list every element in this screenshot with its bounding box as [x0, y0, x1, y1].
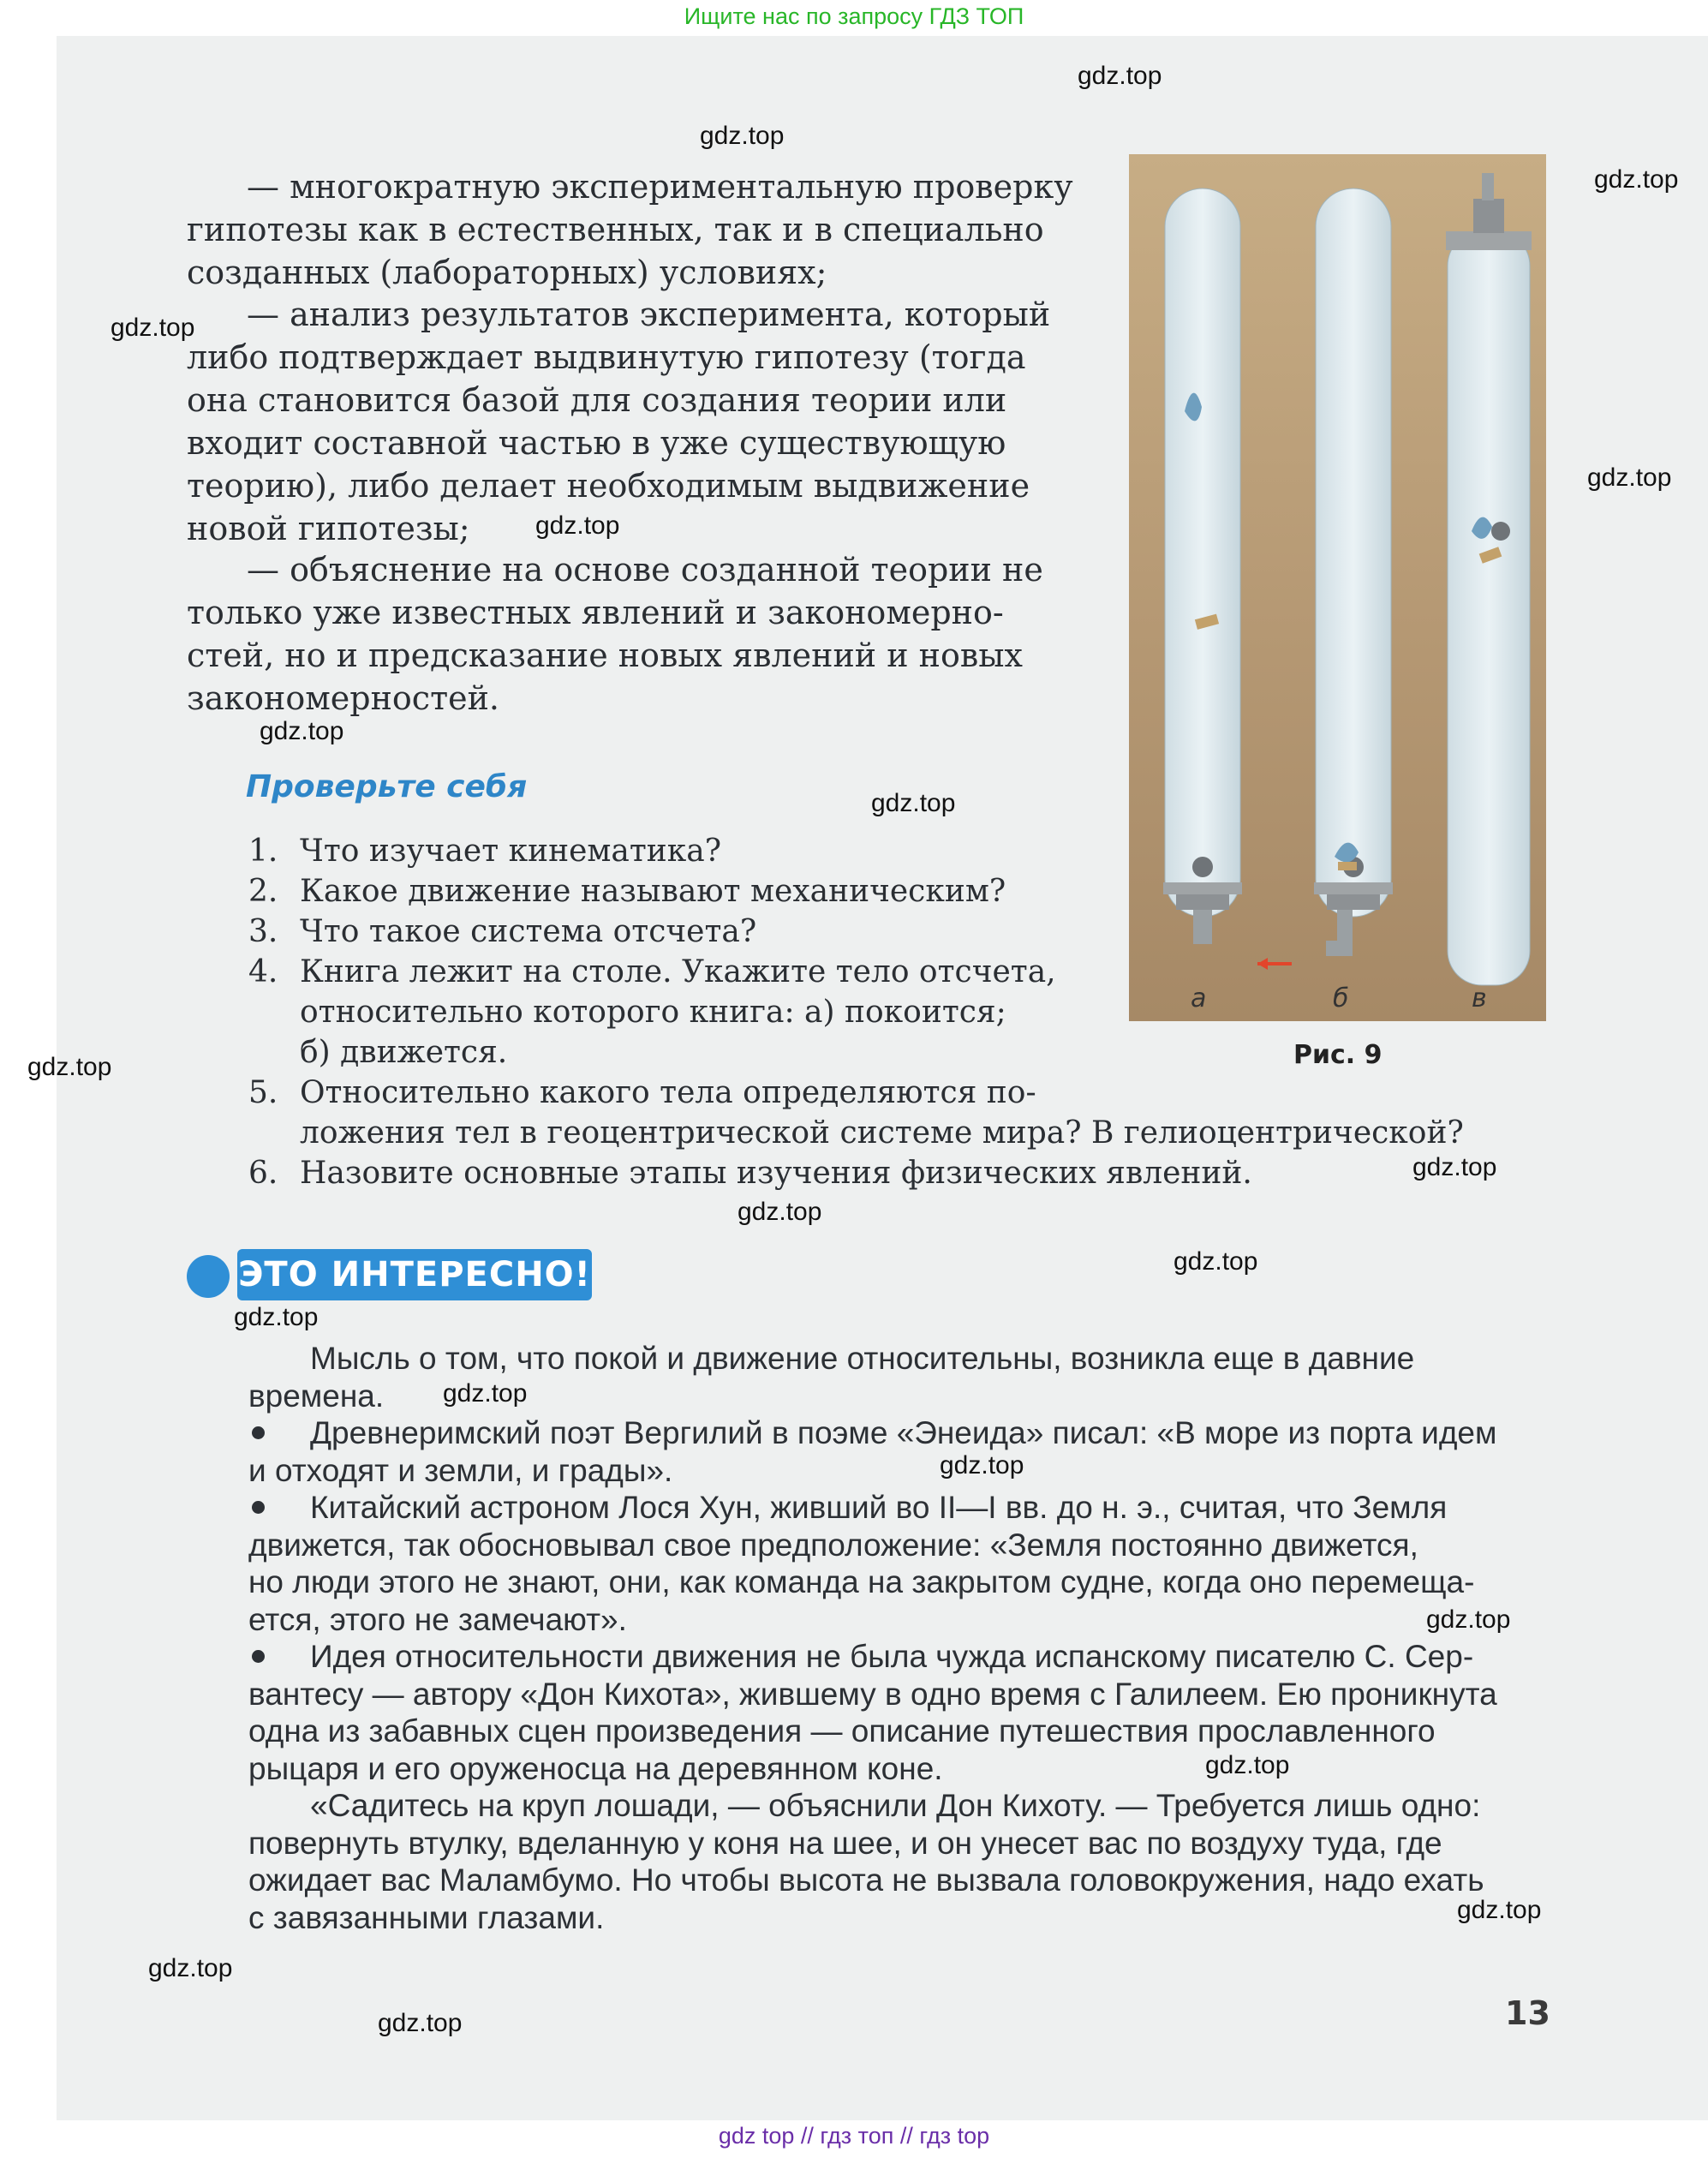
- bottom-link-banner[interactable]: gdz top // гдз топ // гдз top: [718, 2123, 990, 2149]
- watermark: gdz.top: [1594, 165, 1679, 194]
- text-line: ожидает вас Маламбумо. Но чтобы высота не вызвала головокружения, надо ехать: [248, 1862, 1484, 1898]
- question-number: 6.: [248, 1156, 278, 1191]
- intro-paragraph-2: [187, 293, 1078, 550]
- question-number: 1.: [248, 834, 278, 869]
- watermark: gdz.top: [27, 1053, 112, 1081]
- text-line: она становится базой для создания теории или: [187, 381, 1007, 419]
- question-text: ложения тел в геоцентрической системе мира? В гелиоцентрической?: [300, 1115, 1464, 1151]
- top-search-banner: Ищите нас по запросу ГДЗ ТОП: [684, 3, 1024, 29]
- text-line: созданных (лабораторных) условиях;: [187, 254, 827, 291]
- watermark: gdz.top: [378, 2009, 463, 2037]
- question-text: Книга лежит на столе. Укажите тело отсчета,: [300, 954, 1056, 989]
- text-line: только уже известных явлений и закономерно-: [187, 594, 1004, 631]
- watermark: gdz.top: [1457, 1896, 1542, 1924]
- question-number: 3.: [248, 914, 278, 949]
- interesting-bullet-1: [248, 1414, 1549, 1489]
- watermark: gdz.top: [1078, 62, 1162, 90]
- text-line: Мысль о том, что покой и движение относительны, возникла еще в давние: [310, 1341, 1415, 1376]
- text-line: новой гипотезы;: [187, 510, 470, 547]
- text-line: либо подтверждает выдвинутую гипотезу (тогда: [187, 338, 1026, 376]
- figure-caption: Рис. 9: [1293, 1040, 1383, 1070]
- watermark: gdz.top: [110, 314, 195, 342]
- text-line: движется, так обосновывал свое предположение: «Земля постоянно движется,: [248, 1527, 1418, 1563]
- page-number: 13: [1505, 1994, 1550, 2032]
- text-line: входит составной частью в уже существующую: [187, 424, 1006, 462]
- question-text: Относительно какого тела определяются по-: [300, 1075, 1036, 1110]
- text-line: стей, но и предсказание новых явлений и новых: [187, 637, 1023, 674]
- check-yourself-title: Проверьте себя: [246, 769, 528, 804]
- question-text: Что изучает кинематика?: [300, 834, 722, 869]
- text-line: теорию), либо делает необходимым выдвижение: [187, 467, 1030, 505]
- watermark: gdz.top: [1587, 463, 1672, 492]
- text-line: вантесу — автору «Дон Кихота», жившему в одно время с Галилеем. Ею проникнута: [248, 1676, 1497, 1712]
- text-line: Китайский астроном Лося Хун, живший во II—I вв. до н. э., считая, что Земля: [310, 1490, 1448, 1525]
- watermark: gdz.top: [700, 122, 785, 150]
- question-text: Какое движение называют механическим?: [300, 874, 1006, 909]
- watermark: gdz.top: [443, 1379, 528, 1408]
- text-line: — многократную экспериментальную проверку: [247, 168, 1073, 206]
- figure-tubes: [1129, 154, 1546, 1021]
- question-text: Что такое система отсчета?: [300, 914, 757, 949]
- tubes-illustration: [1129, 154, 1546, 1021]
- text-line: Древнеримский поэт Вергилий в поэме «Энеида» писал: «В море из порта идем: [310, 1415, 1497, 1450]
- text-line: с завязанными глазами.: [248, 1899, 605, 1935]
- question-number: 2.: [248, 874, 278, 909]
- figure-label-a: а: [1191, 983, 1207, 1013]
- section-marker-icon: [187, 1255, 230, 1298]
- question-number: 5.: [248, 1075, 278, 1110]
- watermark: gdz.top: [148, 1954, 233, 1982]
- question-text: б) движется.: [300, 1035, 508, 1070]
- figure-label-v: в: [1472, 983, 1487, 1013]
- watermark: gdz.top: [1205, 1751, 1290, 1779]
- question-number: 4.: [248, 954, 278, 989]
- text-line: гипотезы как в естественных, так и в специально: [187, 211, 1044, 248]
- watermark: gdz.top: [940, 1451, 1024, 1480]
- interesting-bullet-2: [248, 1489, 1549, 1638]
- text-line: закономерностей.: [187, 679, 499, 717]
- text-line: — анализ результатов эксперимента, который: [247, 296, 1051, 333]
- text-line: «Садитесь на круп лошади, — объяснили Дон Кихоту. — Требуется лишь одно:: [310, 1788, 1481, 1823]
- watermark: gdz.top: [234, 1303, 319, 1331]
- watermark: gdz.top: [1426, 1605, 1511, 1634]
- don-quixote-quote: [248, 1787, 1549, 1936]
- watermark: gdz.top: [738, 1198, 822, 1226]
- text-line: — объяснение на основе созданной теории не: [247, 551, 1043, 589]
- intro-paragraph-1: [187, 165, 1078, 294]
- watermark: gdz.top: [535, 511, 620, 540]
- text-line: повернуть втулку, вделанную у коня на шее, и он унесет вас по воздуху туда, где: [248, 1825, 1442, 1861]
- interesting-bullet-3: [248, 1638, 1549, 1787]
- interesting-banner: ЭТО ИНТЕРЕСНО!: [237, 1249, 592, 1300]
- question-text: относительно которого книга: а) покоится;: [300, 995, 1006, 1030]
- text-line: Идея относительности движения не была чужда испанскому писателю С. Сер-: [310, 1639, 1474, 1674]
- watermark: gdz.top: [871, 789, 956, 817]
- text-line: рыцаря и его оруженосца на деревянном коне.: [248, 1750, 943, 1786]
- text-line: ется, этого не замечают».: [248, 1601, 627, 1637]
- text-line: но люди этого не знают, они, как команда на закрытом судне, когда оно перемеща-: [248, 1564, 1475, 1599]
- figure-label-b: б: [1333, 983, 1349, 1013]
- watermark: gdz.top: [1412, 1153, 1497, 1181]
- text-line: и отходят и земли, и грады».: [248, 1452, 673, 1488]
- text-line: одна из забавных сцен произведения — описание путешествия прославленного: [248, 1713, 1436, 1749]
- question-text: Назовите основные этапы изучения физических явлений.: [300, 1156, 1252, 1191]
- watermark: gdz.top: [1174, 1247, 1258, 1276]
- watermark: gdz.top: [260, 717, 344, 745]
- intro-paragraph-3: [187, 548, 1078, 720]
- text-line: времена.: [248, 1378, 385, 1414]
